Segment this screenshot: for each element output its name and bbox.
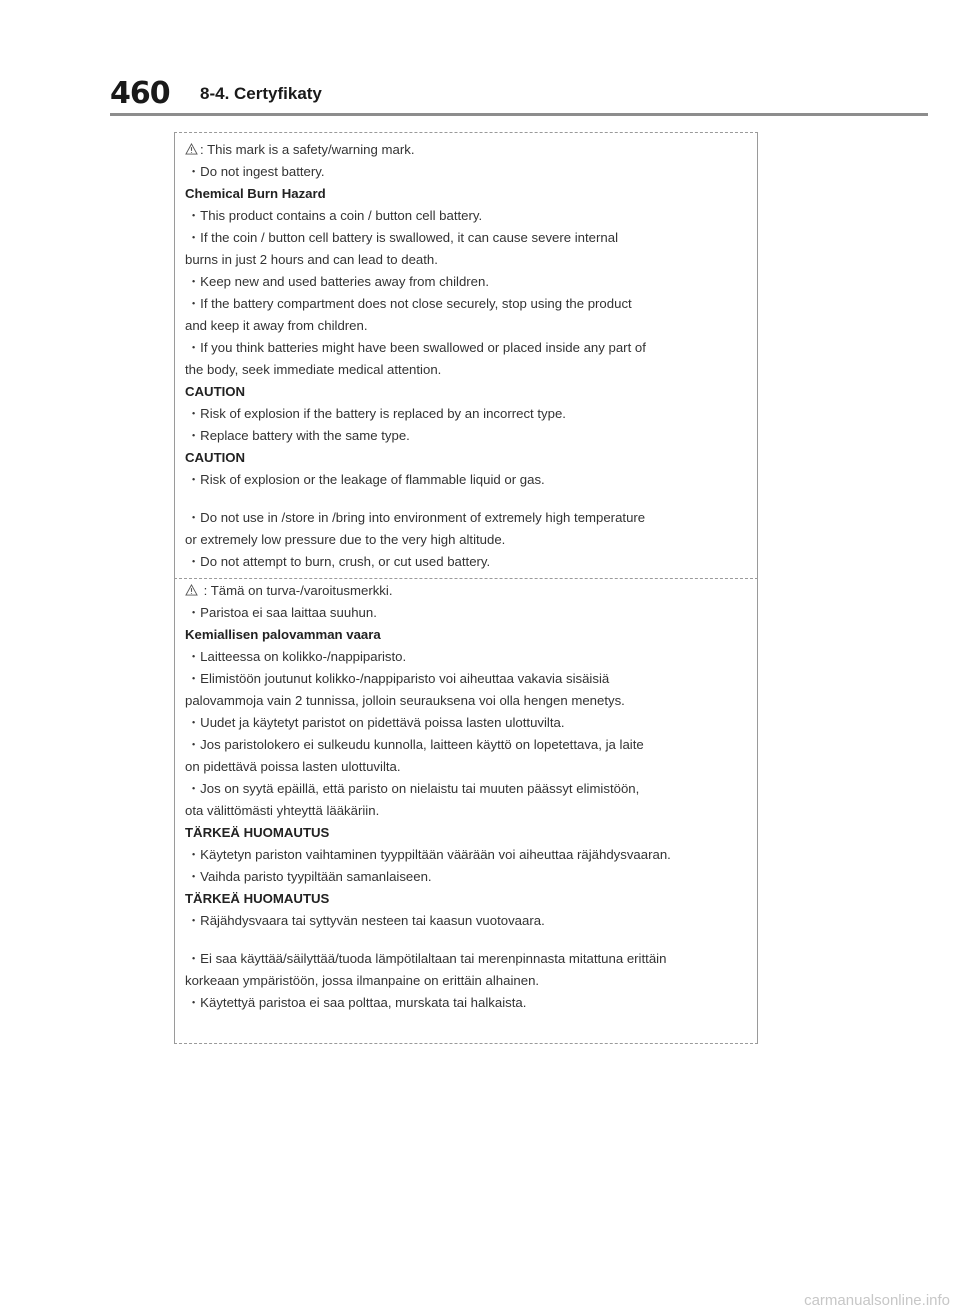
text-line: ・If the battery compartment does not close securely, stop using the product (187, 296, 632, 311)
text-line: the body, seek immediate medical attention. (185, 362, 442, 377)
watermark: carmanualsonline.info (804, 1292, 950, 1309)
spacer (185, 491, 757, 507)
text-line: ・Elimistöön joutunut kolikko-/nappiparisto voi aiheuttaa vakavia sisäisiä (187, 671, 610, 686)
text-line: or extremely low pressure due to the very high altitude. (185, 532, 506, 547)
text-line: ・Vaihda paristo tyypiltään samanlaiseen. (187, 869, 432, 884)
warning-triangle-icon (185, 143, 198, 155)
text-line: ・Uudet ja käytetyt paristot on pidettävä poissa lasten ulottuvilta. (187, 715, 565, 730)
text-line (185, 139, 757, 161)
text-line (185, 580, 757, 602)
text-line: ota välittömästi yhteyttä lääkäriin. (185, 803, 380, 818)
text-line: palovammoja vain 2 tunnissa, jolloin seurauksena voi olla hengen menetys. (185, 693, 625, 708)
text-line: ・Do not use in /store in /bring into environment of extremely high temperature (187, 510, 646, 525)
text-line: ・Laitteessa on kolikko-/nappiparisto. (187, 649, 407, 664)
text-line: burns in just 2 hours and can lead to death. (185, 252, 438, 267)
section-title: 8-4. Certyfikaty (200, 84, 322, 103)
text-line: ・If the coin / button cell battery is swallowed, it can cause severe internal (187, 230, 619, 245)
text-line: ・Risk of explosion or the leakage of flammable liquid or gas. (187, 472, 545, 487)
section-heading: CAUTION (185, 384, 246, 399)
section-heading: Kemiallisen palovamman vaara (185, 627, 381, 642)
safety-mark-text: : This mark is a safety/warning mark. (200, 142, 415, 157)
section-heading: TÄRKEÄ HUOMAUTUS (185, 891, 330, 906)
text-line: ・Risk of explosion if the battery is replaced by an incorrect type. (187, 406, 566, 421)
text-line: ・Keep new and used batteries away from children. (187, 274, 490, 289)
header-divider (110, 113, 928, 116)
safety-mark-text: : Tämä on turva-/varoitusmerkki. (200, 583, 393, 598)
page-number: 460 (110, 76, 170, 111)
section-heading: Chemical Burn Hazard (185, 186, 326, 201)
text-line: ・If you think batteries might have been swallowed or placed inside any part of (187, 340, 646, 355)
text-line: ・Do not attempt to burn, crush, or cut used battery. (187, 554, 491, 569)
text-line: and keep it away from children. (185, 318, 368, 333)
warning-triangle-icon (185, 584, 198, 596)
section-heading: CAUTION (185, 450, 246, 465)
text-line: ・Do not ingest battery. (187, 164, 325, 179)
text-line: ・Jos paristolokero ei sulkeudu kunnolla, laitteen käyttö on lopetettava, ja laite (187, 737, 644, 752)
finnish-warning-text (185, 580, 757, 1014)
text-line: ・Paristoa ei saa laittaa suuhun. (187, 605, 377, 620)
spacer (185, 932, 757, 948)
section-heading: TÄRKEÄ HUOMAUTUS (185, 825, 330, 840)
english-warning-text (185, 139, 757, 573)
text-line: ・This product contains a coin / button cell battery. (187, 208, 483, 223)
text-line: on pidettävä poissa lasten ulottuvilta. (185, 759, 401, 774)
page-header (0, 0, 960, 116)
text-line: ・Replace battery with the same type. (187, 428, 410, 443)
text-line: ・Räjähdysvaara tai syttyvän nesteen tai kaasun vuotovaara. (187, 913, 545, 928)
text-line: ・Ei saa käyttää/säilyttää/tuoda lämpötilaltaan tai merenpinnasta mitattuna erittäin (187, 951, 667, 966)
text-line: ・Käytettyä paristoa ei saa polttaa, murskata tai halkaista. (187, 995, 527, 1010)
text-line: ・Käytetyn pariston vaihtaminen tyyppiltään väärään voi aiheuttaa räjähdysvaaran. (187, 847, 671, 862)
text-line: korkeaan ympäristöön, jossa ilmanpaine on erittäin alhainen. (185, 973, 540, 988)
text-line: ・Jos on syytä epäillä, että paristo on nielaistu tai muuten päässyt elimistöön, (187, 781, 640, 796)
